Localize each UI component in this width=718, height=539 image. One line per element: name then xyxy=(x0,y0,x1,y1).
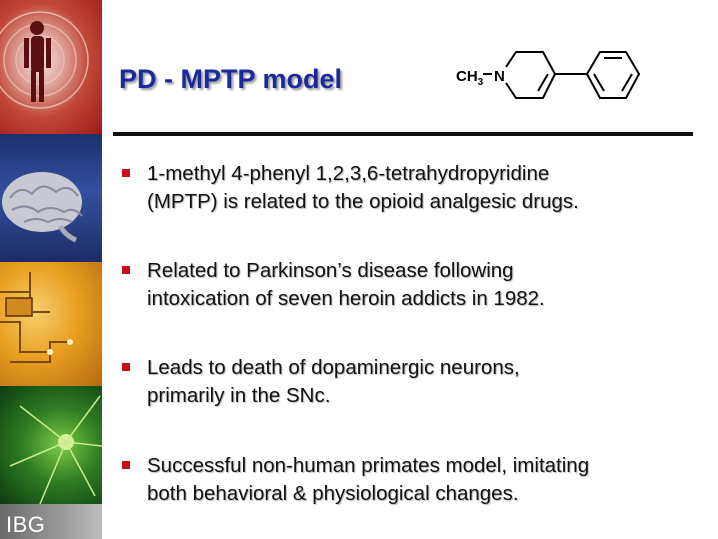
mptp-structure-diagram xyxy=(450,40,660,115)
bullet-marker xyxy=(122,363,130,371)
bullet-text xyxy=(147,257,545,313)
bullet-line: 1-methyl 4-phenyl 1,2,3,6-tetrahydropyridine xyxy=(147,162,550,185)
bullet-line: Successful non-human primates model, imitating xyxy=(147,454,590,477)
svg-text:CH3 xyxy=(456,68,484,88)
bullet-text xyxy=(147,452,589,508)
bullet-text xyxy=(147,160,579,216)
bullet-line: intoxication of seven heroin addicts in 1982. xyxy=(147,287,545,310)
title-divider xyxy=(113,132,693,136)
brand-band xyxy=(0,504,102,539)
nitrogen-label: N xyxy=(494,68,505,85)
bullet-marker xyxy=(122,461,130,469)
brain-image xyxy=(0,134,102,262)
neuron-image xyxy=(0,386,102,504)
bullet-line: Leads to death of dopaminergic neurons, xyxy=(147,356,520,379)
circuit-image xyxy=(0,262,102,386)
bullet-marker xyxy=(122,169,130,177)
methyl-subscript: 3 xyxy=(477,77,484,88)
bullet-line: primarily in the SNc. xyxy=(147,384,331,407)
human-figure-image xyxy=(0,0,102,134)
bullet-line: Related to Parkinson’s disease following xyxy=(147,259,514,282)
bullet-marker xyxy=(122,266,130,274)
decorative-image-strip xyxy=(0,0,102,539)
methyl-label: CH xyxy=(456,68,478,85)
slide-title: PD - MPTP model xyxy=(119,64,343,94)
bullet-line: (MPTP) is related to the opioid analgesic drugs. xyxy=(147,190,579,213)
bullet-line: both behavioral & physiological changes. xyxy=(147,482,519,505)
bullet-text xyxy=(147,354,520,410)
brand-logo: IBG xyxy=(6,512,46,537)
